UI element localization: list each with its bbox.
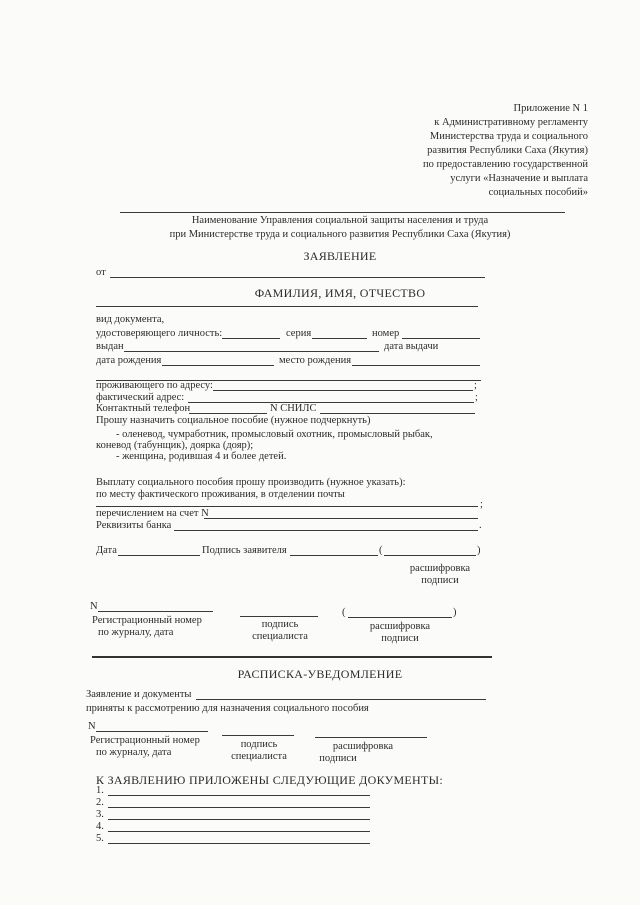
issued-field[interactable] [124, 351, 379, 352]
snils-field[interactable] [320, 413, 475, 414]
appendix-line: по предоставлению государственной [422, 159, 588, 170]
decode-caption: подписи [421, 575, 459, 586]
snils-label: N СНИЛС [270, 403, 317, 414]
spec-caption: специалиста [252, 631, 308, 642]
series-label: серия [286, 328, 312, 339]
receipt-reg-caption: Регистрационный номер [90, 735, 200, 746]
reg-number-field[interactable] [98, 611, 213, 612]
attachment-number: 3. [96, 809, 104, 820]
birth-place-field[interactable] [352, 365, 480, 366]
attachment-field[interactable] [108, 807, 370, 808]
receipt-n-label: N [88, 721, 96, 732]
applicant-sign-label: Подпись заявителя [202, 545, 287, 556]
appendix-line: Министерства труда и социального [429, 131, 588, 142]
reg-decode-caption: подписи [381, 633, 419, 644]
bank-end: . [479, 520, 482, 531]
payment-request-text: Выплату социального пособия прошу производить (нужное указать): [96, 477, 406, 488]
attachment-field[interactable] [108, 843, 370, 844]
receipt-title: РАСПИСКА-УВЕДОМЛЕНИЕ [237, 667, 403, 681]
benefit-option-herders[interactable]: - оленевод, чумработник, промысловый охотник, промысловый рыбак, [116, 429, 433, 440]
id-doc-label: удостоверяющего личность: [96, 328, 223, 339]
attachment-number: 1. [96, 785, 104, 796]
id-doc-field[interactable] [222, 338, 280, 339]
receipt-decode-field[interactable] [315, 737, 427, 738]
number-label: номер [372, 328, 400, 339]
spec-sign-caption: подпись [261, 619, 299, 630]
payment-option-post[interactable]: по месту фактического проживания, в отделении почты [96, 489, 345, 500]
paren-open: ( [379, 545, 383, 556]
receipt-applicant-field[interactable] [196, 699, 486, 700]
appendix-line: к Административному регламенту [434, 117, 588, 128]
issue-date-label: дата выдачи [384, 341, 439, 352]
phone-label: Контактный телефон [96, 403, 191, 414]
attachment-field[interactable] [108, 831, 370, 832]
doc-type-label: вид документа, [96, 314, 165, 325]
fio-caption: ФАМИЛИЯ, ИМЯ, ОТЧЕСТВО [254, 286, 426, 300]
from-label: от [96, 267, 106, 278]
receipt-decode-caption: подписи [319, 753, 357, 764]
appendix-line: развития Республики Саха (Якутия) [427, 145, 588, 156]
issued-label: выдан [96, 341, 124, 352]
office-name-field[interactable] [120, 212, 565, 213]
receipt-spec-sign-field[interactable] [222, 735, 294, 736]
appendix-line: Приложение N 1 [513, 103, 588, 114]
spec-sign-field[interactable] [240, 616, 318, 617]
actual-address-end: ; [475, 392, 478, 403]
applicant-decode-field[interactable] [384, 555, 476, 556]
reg-n-label: N [90, 601, 98, 612]
bank-label: Реквизиты банка [96, 520, 172, 531]
residence-field[interactable] [213, 390, 473, 391]
phone-field[interactable] [189, 413, 267, 414]
reg-paren-close: ) [453, 607, 457, 618]
reg-number-caption: Регистрационный номер [92, 615, 202, 626]
birth-place-label: место рождения [279, 355, 352, 366]
request-text: Прошу назначить социальное пособие (нужное подчеркнуть) [96, 415, 371, 426]
birth-date-label: дата рождения [96, 355, 162, 366]
receipt-reg-number-field[interactable] [96, 731, 208, 732]
attachment-number: 4. [96, 821, 104, 832]
payment-option-account[interactable]: перечислением на счет N [96, 508, 209, 519]
account-field[interactable] [204, 518, 478, 519]
benefit-option-herders-cont[interactable]: коневод (табунщик), доярка (дояр); [96, 440, 254, 451]
post-office-field[interactable] [96, 506, 478, 507]
decode-caption: расшифровка [409, 563, 471, 574]
receipt-sign-caption: подпись [240, 739, 278, 750]
reg-journal-caption: по журналу, дата [98, 627, 174, 638]
applicant-sign-field[interactable] [290, 555, 378, 556]
date-label: Дата [96, 545, 117, 556]
paren-close: ) [477, 545, 481, 556]
from-field[interactable] [110, 277, 485, 278]
attachment-field[interactable] [108, 795, 370, 796]
attachments-title: К ЗАЯВЛЕНИЮ ПРИЛОЖЕНЫ СЛЕДУЮЩИЕ ДОКУМЕНТЫ: [96, 773, 444, 787]
receipt-spec-caption: специалиста [231, 751, 287, 762]
residence-end: ; [474, 380, 477, 391]
number-field[interactable] [402, 338, 480, 339]
appendix-line: услуги «Назначение и выплата [450, 173, 588, 184]
reg-paren-open: ( [342, 607, 346, 618]
receipt-docs-label: Заявление и документы [86, 689, 192, 700]
birth-date-field[interactable] [162, 365, 274, 366]
office-caption: при Министерстве труда и социального развития Республики Саха (Якутия) [169, 229, 511, 240]
fio-field[interactable] [96, 306, 478, 307]
attachment-number: 2. [96, 797, 104, 808]
series-field[interactable] [312, 338, 367, 339]
reg-decode-caption: расшифровка [369, 621, 431, 632]
appendix-line: социальных пособий» [488, 187, 588, 198]
actual-address-label: фактический адрес: [96, 392, 185, 403]
actual-address-field[interactable] [188, 402, 474, 403]
receipt-journal-caption: по журналу, дата [96, 747, 172, 758]
cut-line [92, 656, 492, 658]
office-caption: Наименование Управления социальной защиты населения и труда [191, 215, 489, 226]
receipt-accepted-text: приняты к рассмотрению для назначения социального пособия [86, 703, 369, 714]
attachment-field[interactable] [108, 819, 370, 820]
application-title: ЗАЯВЛЕНИЕ [303, 249, 377, 263]
receipt-decode-caption: расшифровка [332, 741, 394, 752]
bank-field[interactable] [174, 530, 478, 531]
benefit-option-mother[interactable]: - женщина, родившая 4 и более детей. [116, 451, 287, 462]
residence-label: проживающего по адресу: [96, 380, 213, 391]
attachment-number: 5. [96, 833, 104, 844]
post-office-end: ; [480, 499, 483, 510]
spec-decode-field[interactable] [348, 617, 452, 618]
date-field[interactable] [118, 555, 200, 556]
